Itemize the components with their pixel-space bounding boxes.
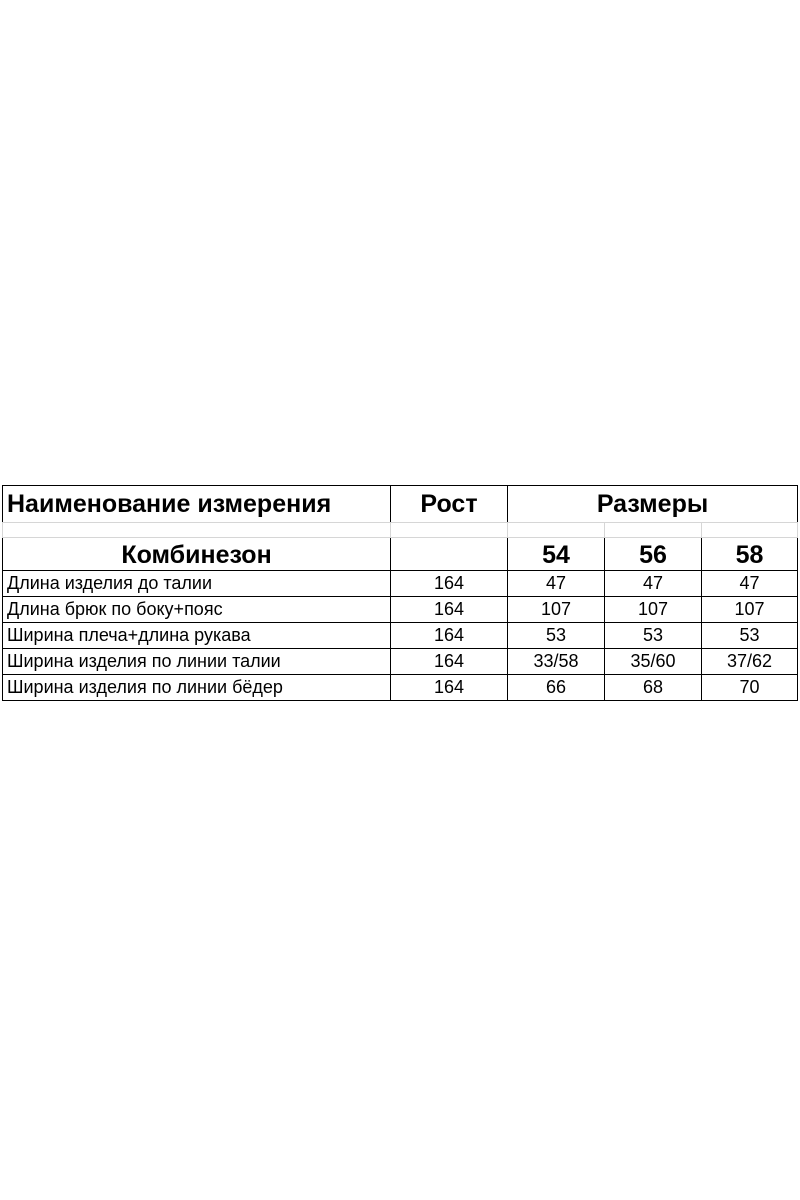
spacer-cell — [702, 523, 798, 538]
table-row — [3, 597, 798, 623]
size-56: 56 — [605, 538, 702, 571]
size-value: 107 — [702, 597, 798, 623]
size-table — [2, 485, 798, 701]
measurement-name: Ширина изделия по линии бёдер — [3, 675, 391, 701]
height-value: 164 — [391, 675, 508, 701]
spacer-cell — [391, 523, 508, 538]
size-54: 54 — [508, 538, 605, 571]
table-row — [3, 649, 798, 675]
size-value: 107 — [508, 597, 605, 623]
table-row — [3, 623, 798, 649]
measurement-name: Длина брюк по боку+пояс — [3, 597, 391, 623]
header-sizes: Размеры — [508, 486, 798, 523]
height-value: 164 — [391, 623, 508, 649]
size-value: 107 — [605, 597, 702, 623]
header-row — [3, 486, 798, 523]
height-value: 164 — [391, 571, 508, 597]
size-58: 58 — [702, 538, 798, 571]
spacer-row — [3, 523, 798, 538]
measurement-name: Длина изделия до талии — [3, 571, 391, 597]
size-value: 33/58 — [508, 649, 605, 675]
size-value: 70 — [702, 675, 798, 701]
spacer-cell — [605, 523, 702, 538]
size-value: 53 — [702, 623, 798, 649]
size-value: 47 — [702, 571, 798, 597]
header-measurement-name: Наименование измерения — [3, 486, 391, 523]
size-value: 68 — [605, 675, 702, 701]
product-height-empty — [391, 538, 508, 571]
size-value: 53 — [605, 623, 702, 649]
spacer-cell — [508, 523, 605, 538]
product-name: Комбинезон — [3, 538, 391, 571]
spacer-cell — [3, 523, 391, 538]
size-value: 47 — [508, 571, 605, 597]
table-row — [3, 571, 798, 597]
size-value: 37/62 — [702, 649, 798, 675]
header-height: Рост — [391, 486, 508, 523]
measurement-name: Ширина изделия по линии талии — [3, 649, 391, 675]
size-value: 53 — [508, 623, 605, 649]
product-row — [3, 538, 798, 571]
size-value: 66 — [508, 675, 605, 701]
height-value: 164 — [391, 649, 508, 675]
table-row — [3, 675, 798, 701]
size-value: 47 — [605, 571, 702, 597]
height-value: 164 — [391, 597, 508, 623]
measurement-name: Ширина плеча+длина рукава — [3, 623, 391, 649]
size-value: 35/60 — [605, 649, 702, 675]
